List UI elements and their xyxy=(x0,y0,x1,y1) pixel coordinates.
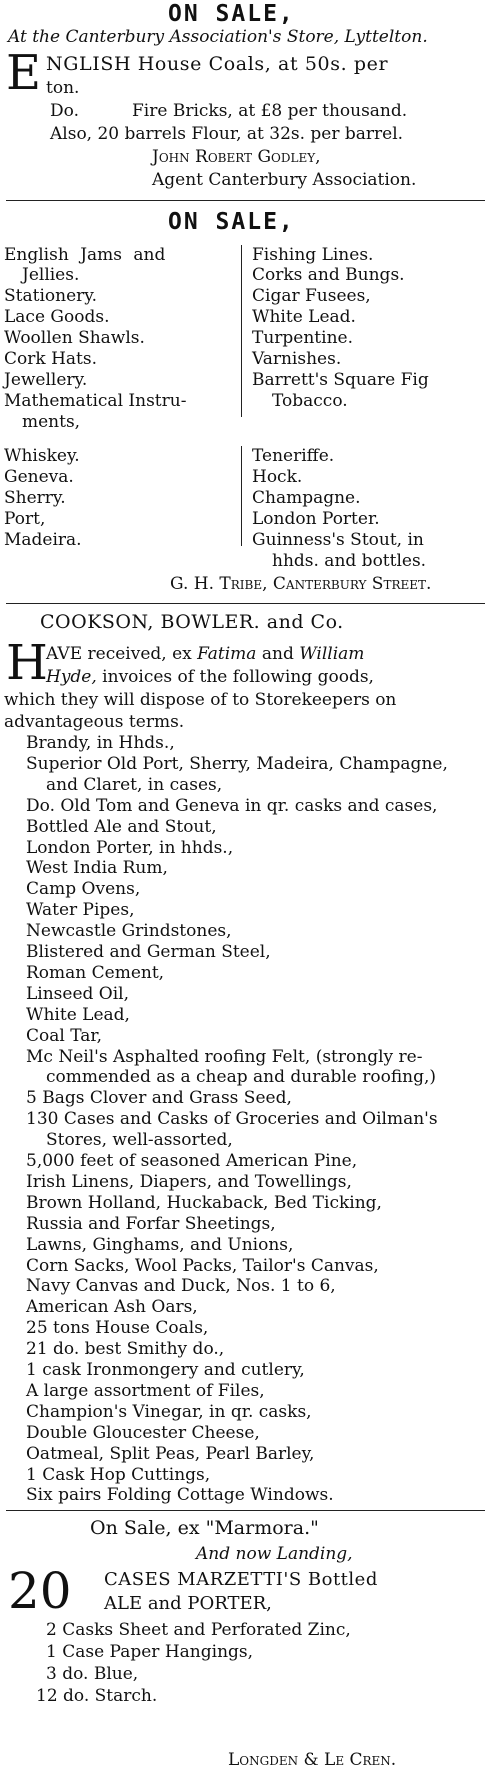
list-item: Champion's Vinegar, in qr. casks, xyxy=(26,1402,312,1422)
list-item: American Ash Oars, xyxy=(26,1297,198,1317)
list-item: Bottled Ale and Stout, xyxy=(26,817,217,837)
list-item: 1 Case Paper Hangings, xyxy=(46,1642,254,1662)
list-item: Hock. xyxy=(252,467,303,487)
ad3-heading: COOKSON, BOWLER. and Co. xyxy=(40,611,344,633)
ad2-heading: ON SALE, xyxy=(168,209,295,235)
ad1-line4: Also, 20 barrels Flour, at 32s. per barrel. xyxy=(50,124,404,144)
divider-2 xyxy=(6,603,485,604)
ad2-column-rule-top xyxy=(241,245,242,417)
ad4-line2: ALE and PORTER, xyxy=(104,1593,272,1614)
ad1-line3-do: Do. xyxy=(50,101,79,121)
list-item: Water Pipes, xyxy=(26,900,135,920)
list-item: Jewellery. xyxy=(4,370,88,390)
list-item: Teneriffe. xyxy=(252,446,335,466)
ad3-intro-text: AVE received, ex xyxy=(46,644,198,664)
list-item: Jellies. xyxy=(22,265,80,285)
list-item: Russia and Forfar Sheetings, xyxy=(26,1214,276,1234)
list-item: 5,000 feet of seasoned American Pine, xyxy=(26,1151,358,1171)
list-item: Guinness's Stout, in xyxy=(252,530,424,550)
list-item: Mathematical Instru- xyxy=(4,391,187,411)
divider-3 xyxy=(6,1510,485,1511)
list-item: Newcastle Grindstones, xyxy=(26,921,232,941)
list-item: 25 tons House Coals, xyxy=(26,1318,209,1338)
list-item: A large assortment of Files, xyxy=(26,1381,265,1401)
ad4-line1: CASES MARZETTI'S Bottled xyxy=(104,1569,378,1590)
list-item: Navy Canvas and Duck, Nos. 1 to 6, xyxy=(26,1276,336,1296)
ad3-intro-line3: which they will dispose of to Storekeepers on xyxy=(4,690,397,710)
list-item: 1 Cask Hop Cuttings, xyxy=(26,1465,211,1485)
list-item: Tobacco. xyxy=(272,391,348,411)
list-item: Corn Sacks, Wool Packs, Tailor's Canvas, xyxy=(26,1256,379,1276)
list-item: Brown Holland, Huckaback, Bed Ticking, xyxy=(26,1193,382,1213)
list-item: Mc Neil's Asphalted roofing Felt, (strongly re- xyxy=(26,1047,423,1067)
list-item: Woollen Shawls. xyxy=(4,328,145,348)
list-item: Lawns, Ginghams, and Unions, xyxy=(26,1235,294,1255)
list-item: Brandy, in Hhds., xyxy=(26,733,175,753)
ad3-intro-and: and xyxy=(256,644,300,664)
ad3-intro-text: invoices of the following goods, xyxy=(96,667,374,687)
list-item: Superior Old Port, Sherry, Madeira, Champagne, xyxy=(26,754,448,774)
list-item: 12 do. Starch. xyxy=(36,1686,158,1706)
list-item: Champagne. xyxy=(252,488,361,508)
list-item: Whiskey. xyxy=(4,446,80,466)
list-item: Coal Tar, xyxy=(26,1026,103,1046)
list-item: Turpentine. xyxy=(252,328,353,348)
ad1-signature-name: John Robert Godley, xyxy=(152,147,321,167)
list-item: Stores, well-assorted, xyxy=(46,1130,233,1150)
list-item: 130 Cases and Casks of Groceries and Oilman's xyxy=(26,1109,438,1129)
ship-name-william: William xyxy=(299,644,365,664)
list-item: West India Rum, xyxy=(26,858,168,878)
list-item: 3 do. Blue, xyxy=(46,1664,139,1684)
ship-name-fatima: Fatima xyxy=(197,644,257,664)
list-item: Blistered and German Steel, xyxy=(26,942,271,962)
list-item: London Porter, in hhds., xyxy=(26,838,234,858)
ad2-signature: G. H. Tribe, Canterbury Street. xyxy=(170,574,432,594)
list-item: hhds. and bottles. xyxy=(272,551,427,571)
ad1-dropcap: E xyxy=(6,45,42,101)
list-item: ments, xyxy=(22,412,81,432)
list-item: Stationery. xyxy=(4,286,98,306)
list-item: Camp Ovens, xyxy=(26,879,141,899)
divider-1 xyxy=(6,200,485,201)
list-item: Fishing Lines. xyxy=(252,245,374,265)
list-item: 2 Casks Sheet and Perforated Zinc, xyxy=(46,1620,351,1640)
ad4-signature: Longden & Le Cren. xyxy=(228,1750,397,1770)
ad1-line2: ton. xyxy=(46,78,80,98)
list-item: Cork Hats. xyxy=(4,349,97,369)
list-item: Varnishes. xyxy=(252,349,342,369)
ad4-subheading: And now Landing, xyxy=(196,1544,353,1564)
list-item: Roman Cement, xyxy=(26,963,165,983)
list-item: Geneva. xyxy=(4,467,74,487)
ad3-dropcap: H xyxy=(6,635,48,691)
list-item: Lace Goods. xyxy=(4,307,110,327)
ad1-heading: ON SALE, xyxy=(168,1,295,27)
ad4-big-number: 20 xyxy=(8,1562,72,1620)
list-item: White Lead. xyxy=(252,307,356,327)
ad1-subheading: At the Canterbury Association's Store, Lyttelton. xyxy=(8,27,428,47)
list-item: Cigar Fusees, xyxy=(252,286,371,306)
list-item: and Claret, in cases, xyxy=(46,775,223,795)
ad3-intro-line4: advantageous terms. xyxy=(4,712,185,732)
ad1-line1: NGLISH House Coals, at 50s. per xyxy=(46,53,389,75)
list-item: 21 do. best Smithy do., xyxy=(26,1339,225,1359)
ad1-signature-title: Agent Canterbury Association. xyxy=(152,170,417,190)
ship-name-hyde: Hyde, xyxy=(46,667,97,687)
list-item: Linseed Oil, xyxy=(26,984,130,1004)
list-item: 1 cask Ironmongery and cutlery, xyxy=(26,1360,305,1380)
list-item: 5 Bags Clover and Grass Seed, xyxy=(26,1088,292,1108)
ad2-column-rule-bottom xyxy=(241,446,242,546)
list-item: Do. Old Tom and Geneva in qr. casks and cases, xyxy=(26,796,438,816)
list-item: Port, xyxy=(4,509,46,529)
list-item: White Lead, xyxy=(26,1005,130,1025)
list-item: Madeira. xyxy=(4,530,82,550)
list-item: Sherry. xyxy=(4,488,66,508)
list-item: Double Gloucester Cheese, xyxy=(26,1423,260,1443)
ad3-intro-line2 xyxy=(46,667,374,687)
ad4-heading: On Sale, ex "Marmora." xyxy=(90,1517,319,1539)
ad3-intro-line1 xyxy=(46,644,364,664)
list-item: Corks and Bungs. xyxy=(252,265,405,285)
list-item: Six pairs Folding Cottage Windows. xyxy=(26,1485,334,1505)
list-item: Oatmeal, Split Peas, Pearl Barley, xyxy=(26,1444,315,1464)
list-item: Barrett's Square Fig xyxy=(252,370,429,390)
list-item: London Porter. xyxy=(252,509,380,529)
list-item: English Jams and xyxy=(4,245,166,265)
list-item: Irish Linens, Diapers, and Towellings, xyxy=(26,1172,352,1192)
ad1-line3-text: Fire Bricks, at £8 per thousand. xyxy=(132,101,408,121)
list-item: commended as a cheap and durable roofing,) xyxy=(46,1067,437,1087)
